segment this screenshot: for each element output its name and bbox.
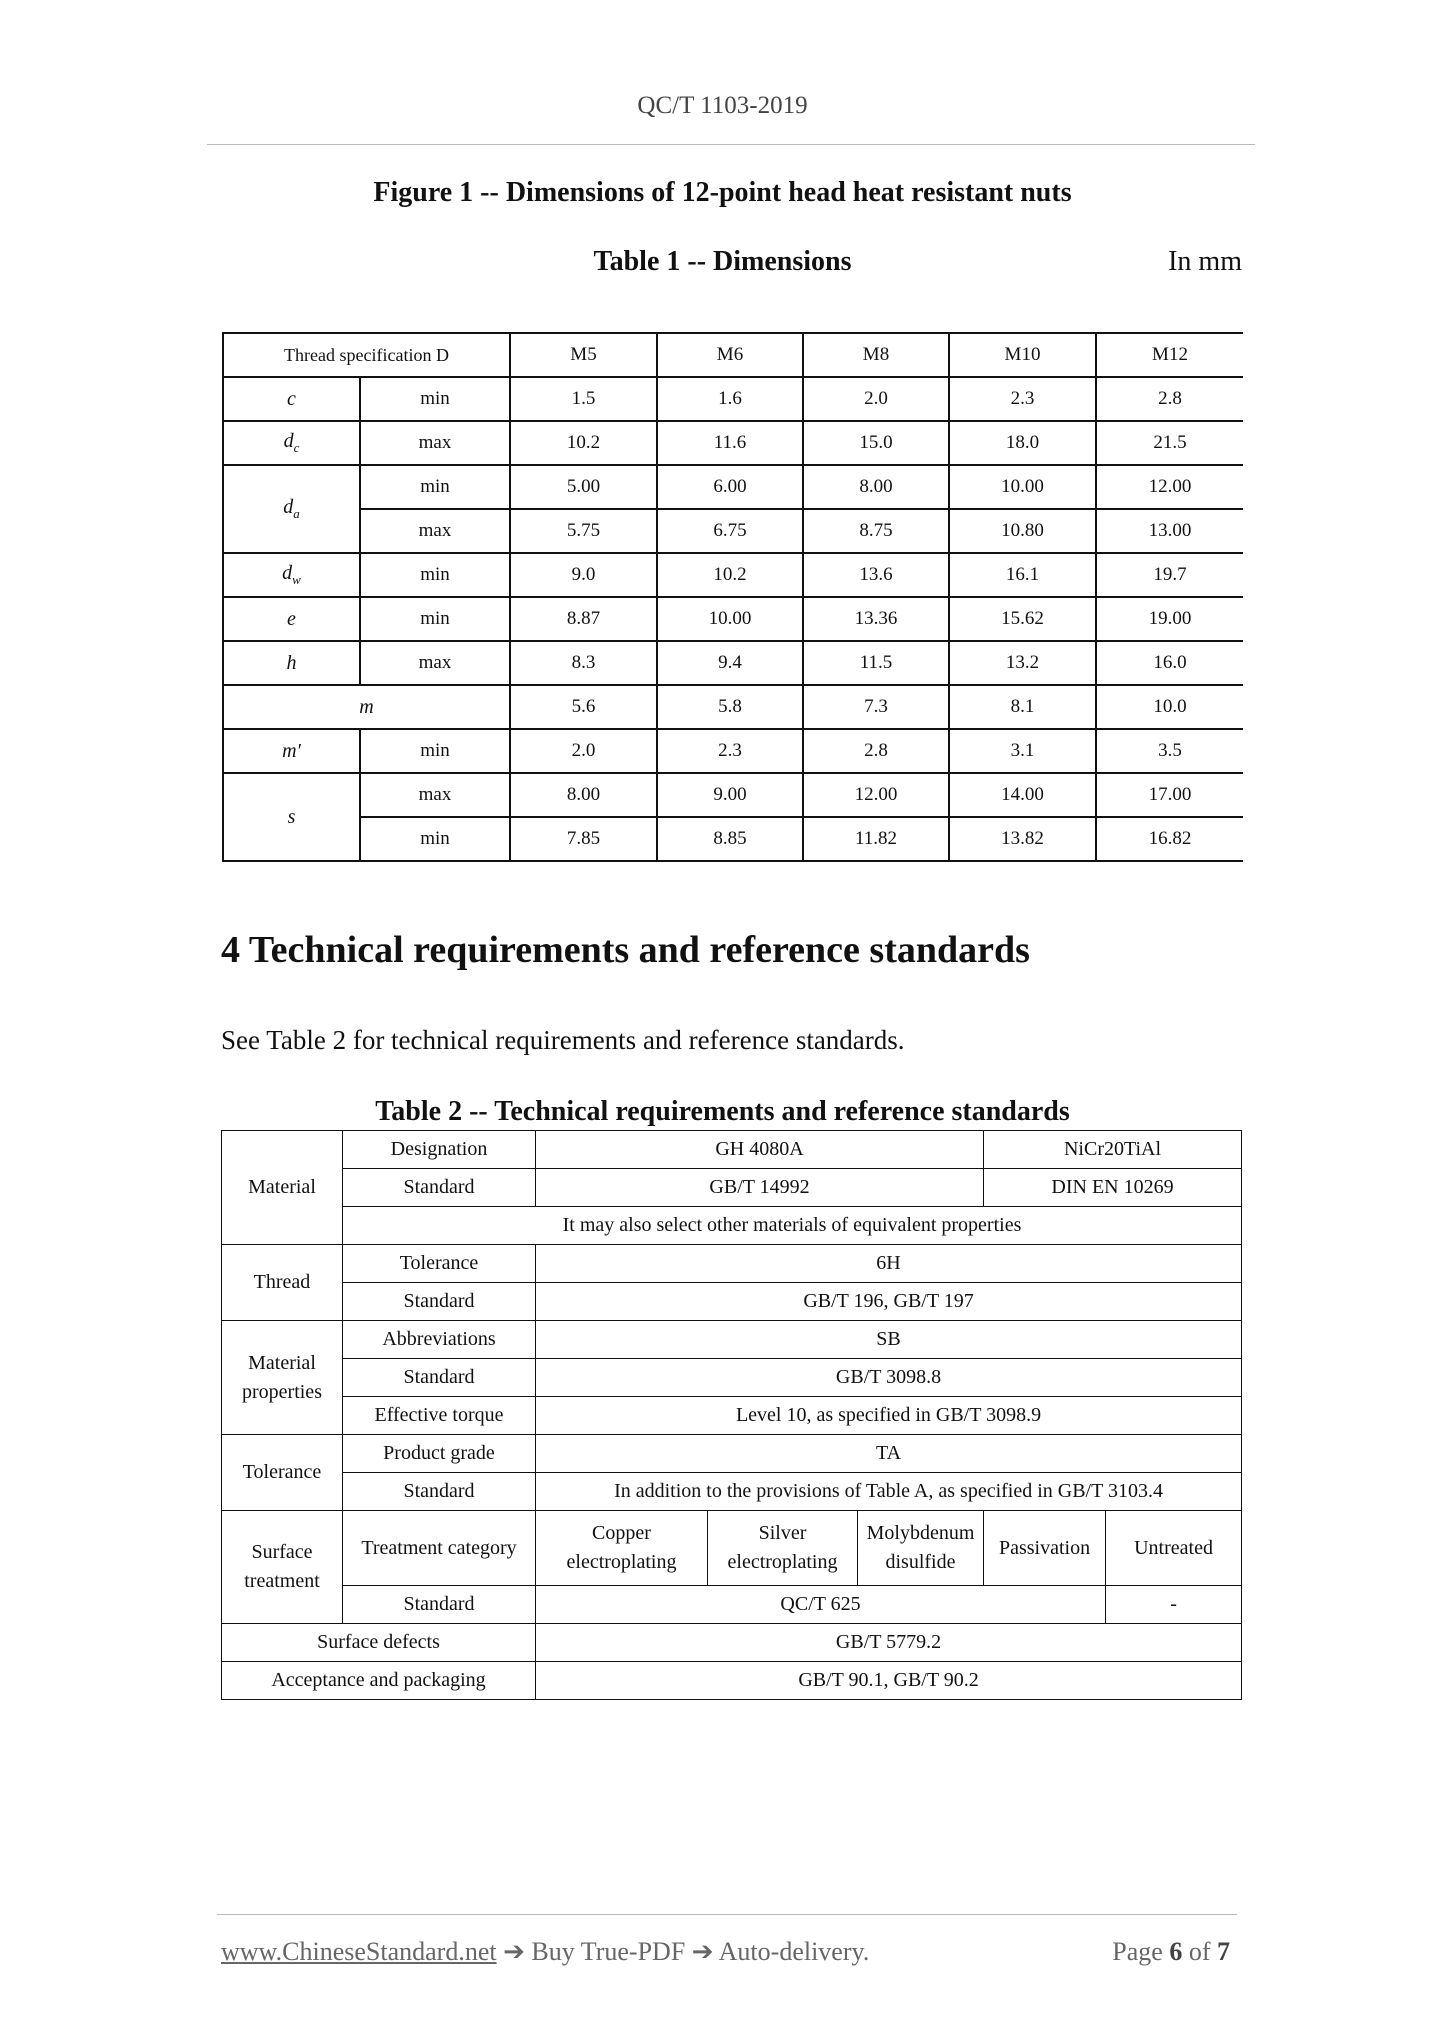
table-header-row <box>223 333 1243 377</box>
table-row <box>222 1511 1242 1586</box>
table1-unit: In mm <box>1168 246 1242 277</box>
dimension-value: 10.2 <box>510 421 657 465</box>
column-header: M12 <box>1096 333 1243 377</box>
table-row <box>223 773 1243 817</box>
treatment-category-passivation: Passivation <box>984 1511 1106 1586</box>
column-header: M10 <box>949 333 1096 377</box>
table-row <box>222 1435 1242 1473</box>
dimension-value: 6.75 <box>657 509 803 553</box>
thread-spec-header: Thread specification D <box>223 333 510 377</box>
dimension-value: 8.85 <box>657 817 803 861</box>
table2-caption: Table 2 -- Technical requirements and reference standards <box>375 1096 1070 1127</box>
dimension-value: 9.4 <box>657 641 803 685</box>
dimension-symbol: m′ <box>223 729 360 773</box>
column-header: M8 <box>803 333 949 377</box>
table-row <box>223 509 1243 553</box>
table-row <box>222 1131 1242 1169</box>
dimension-value: 16.0 <box>1096 641 1243 685</box>
table-row <box>222 1207 1242 1245</box>
table-row <box>223 421 1243 465</box>
properties-standard-value: GB/T 3098.8 <box>536 1359 1242 1397</box>
dimension-value: 5.75 <box>510 509 657 553</box>
treatment-category-label: Treatment category <box>343 1511 536 1586</box>
table-row <box>223 641 1243 685</box>
limit-label: max <box>360 421 510 465</box>
dimension-value: 11.6 <box>657 421 803 465</box>
limit-label: min <box>360 377 510 421</box>
column-header: M6 <box>657 333 803 377</box>
dimension-value: 15.62 <box>949 597 1096 641</box>
dimension-value: 19.00 <box>1096 597 1243 641</box>
dimension-value: 12.00 <box>803 773 949 817</box>
table-row <box>223 377 1243 421</box>
dimension-value: 21.5 <box>1096 421 1243 465</box>
table-row <box>222 1245 1242 1283</box>
product-grade-label: Product grade <box>343 1435 536 1473</box>
table-row <box>223 685 1243 729</box>
treatment-category-molybdenum: Molybdenum disulfide <box>858 1511 984 1586</box>
dimension-value: 12.00 <box>1096 465 1243 509</box>
dimension-value: 7.85 <box>510 817 657 861</box>
dimension-value: 8.87 <box>510 597 657 641</box>
column-header: M5 <box>510 333 657 377</box>
dimension-value: 13.6 <box>803 553 949 597</box>
dimension-value: 8.00 <box>510 773 657 817</box>
header-divider <box>207 144 1255 145</box>
figure-caption: Figure 1 -- Dimensions of 12-point head heat resistant nuts <box>373 177 1072 208</box>
surface-defects-value: GB/T 5779.2 <box>536 1624 1242 1662</box>
dimension-symbol: h <box>223 641 360 685</box>
thread-tolerance-label: Tolerance <box>343 1245 536 1283</box>
dimension-value: 5.8 <box>657 685 803 729</box>
dimension-value: 9.0 <box>510 553 657 597</box>
treatment-category-untreated: Untreated <box>1106 1511 1242 1586</box>
dimension-value: 11.82 <box>803 817 949 861</box>
row-label-thread: Thread <box>222 1245 343 1321</box>
dimension-value: 6.00 <box>657 465 803 509</box>
material-standard-label: Standard <box>343 1169 536 1207</box>
dimension-value: 16.82 <box>1096 817 1243 861</box>
dimension-value: 13.00 <box>1096 509 1243 553</box>
table-row <box>222 1169 1242 1207</box>
arrow-icon: ➔ <box>691 1937 714 1966</box>
dimension-symbol: $d_a$ <box>223 465 360 553</box>
dimension-symbol: $d_w$ <box>223 553 360 597</box>
acceptance-label: Acceptance and packaging <box>222 1662 536 1700</box>
table-row <box>222 1283 1242 1321</box>
effective-torque-value: Level 10, as specified in GB/T 3098.9 <box>536 1397 1242 1435</box>
dimension-value: 3.5 <box>1096 729 1243 773</box>
abbreviations-label: Abbreviations <box>343 1321 536 1359</box>
dimension-value: 2.8 <box>1096 377 1243 421</box>
dimension-symbol: s <box>223 773 360 861</box>
dimension-value: 14.00 <box>949 773 1096 817</box>
material-note: It may also select other materials of equivalent properties <box>343 1207 1242 1245</box>
row-label-material-properties: Material properties <box>222 1321 343 1435</box>
dimension-value: 19.7 <box>1096 553 1243 597</box>
table-row <box>223 817 1243 861</box>
treatment-category-copper: Copper electroplating <box>536 1511 708 1586</box>
material-standard-a: GB/T 14992 <box>536 1169 984 1207</box>
limit-label: max <box>360 773 510 817</box>
page-indicator <box>1112 1937 1230 1967</box>
thread-standard-value: GB/T 196, GB/T 197 <box>536 1283 1242 1321</box>
tolerance-standard-label: Standard <box>343 1473 536 1511</box>
dimension-value: 2.3 <box>949 377 1096 421</box>
abbreviations-value: SB <box>536 1321 1242 1359</box>
dimension-value: 5.6 <box>510 685 657 729</box>
dimension-value: 13.82 <box>949 817 1096 861</box>
surface-standard-value: QC/T 625 <box>536 1586 1106 1624</box>
table-row <box>223 597 1243 641</box>
table-row <box>222 1624 1242 1662</box>
dimension-symbol: e <box>223 597 360 641</box>
table-row <box>222 1321 1242 1359</box>
surface-defects-label: Surface defects <box>222 1624 536 1662</box>
dimension-value: 8.00 <box>803 465 949 509</box>
dimension-value: 13.36 <box>803 597 949 641</box>
dimension-value: 8.3 <box>510 641 657 685</box>
limit-label: min <box>360 729 510 773</box>
effective-torque-label: Effective torque <box>343 1397 536 1435</box>
row-label-surface-treatment: Surface treatment <box>222 1511 343 1624</box>
row-label-material: Material <box>222 1131 343 1245</box>
delivery-text: Auto-delivery. <box>713 1937 870 1966</box>
dimension-value: 5.00 <box>510 465 657 509</box>
dimension-value: 2.8 <box>803 729 949 773</box>
website-link[interactable]: www.ChineseStandard.net <box>221 1937 497 1966</box>
dimension-value: 2.0 <box>510 729 657 773</box>
material-standard-b: DIN EN 10269 <box>984 1169 1242 1207</box>
thread-tolerance-value: 6H <box>536 1245 1242 1283</box>
dimension-value: 8.75 <box>803 509 949 553</box>
row-label-tolerance: Tolerance <box>222 1435 343 1511</box>
dimension-value: 10.2 <box>657 553 803 597</box>
designation-value-a: GH 4080A <box>536 1131 984 1169</box>
dimension-value: 10.00 <box>949 465 1096 509</box>
tolerance-standard-value: In addition to the provisions of Table A, as specified in GB/T 3103.4 <box>536 1473 1242 1511</box>
arrow-icon: ➔ <box>503 1937 525 1966</box>
buy-text: Buy True-PDF <box>524 1937 692 1966</box>
dimension-symbol: m <box>223 685 510 729</box>
page-number: 6 <box>1169 1937 1183 1966</box>
dimension-value: 1.6 <box>657 377 803 421</box>
dimension-symbol: c <box>223 377 360 421</box>
limit-label: min <box>360 465 510 509</box>
table-row <box>223 553 1243 597</box>
dimension-value: 18.0 <box>949 421 1096 465</box>
dimension-value: 15.0 <box>803 421 949 465</box>
section-heading: 4 Technical requirements and reference standards <box>221 929 1030 971</box>
acceptance-value: GB/T 90.1, GB/T 90.2 <box>536 1662 1242 1700</box>
table-row <box>222 1397 1242 1435</box>
dimension-value: 3.1 <box>949 729 1096 773</box>
dimension-value: 1.5 <box>510 377 657 421</box>
dimension-value: 10.0 <box>1096 685 1243 729</box>
dimensions-table <box>222 332 1243 862</box>
document-header: QC/T 1103-2019 <box>637 92 808 119</box>
treatment-category-silver: Silver electroplating <box>708 1511 858 1586</box>
surface-standard-untreated: - <box>1106 1586 1242 1624</box>
dimension-value: 17.00 <box>1096 773 1243 817</box>
total-pages: 7 <box>1217 1937 1230 1966</box>
footer-divider <box>217 1914 1237 1915</box>
thread-standard-label: Standard <box>343 1283 536 1321</box>
dimension-value: 7.3 <box>803 685 949 729</box>
limit-label: min <box>360 817 510 861</box>
footer-promo <box>221 1937 869 1967</box>
dimension-value: 13.2 <box>949 641 1096 685</box>
surface-standard-label: Standard <box>343 1586 536 1624</box>
dimension-value: 9.00 <box>657 773 803 817</box>
dimension-value: 10.00 <box>657 597 803 641</box>
table-row <box>222 1586 1242 1624</box>
table-row <box>223 729 1243 773</box>
properties-standard-label: Standard <box>343 1359 536 1397</box>
table1-caption: Table 1 -- Dimensions <box>593 246 852 277</box>
dimension-value: 2.0 <box>803 377 949 421</box>
dimension-value: 10.80 <box>949 509 1096 553</box>
limit-label: max <box>360 641 510 685</box>
dimension-symbol: $d_c$ <box>223 421 360 465</box>
designation-value-b: NiCr20TiAl <box>984 1131 1242 1169</box>
table-row <box>222 1359 1242 1397</box>
dimension-value: 16.1 <box>949 553 1096 597</box>
table-row <box>222 1662 1242 1700</box>
limit-label: min <box>360 553 510 597</box>
technical-requirements-table <box>221 1130 1242 1700</box>
limit-label: max <box>360 509 510 553</box>
designation-label: Designation <box>343 1131 536 1169</box>
table-row <box>223 465 1243 509</box>
section-body-text: See Table 2 for technical requirements and reference standards. <box>221 1025 905 1055</box>
dimension-value: 11.5 <box>803 641 949 685</box>
product-grade-value: TA <box>536 1435 1242 1473</box>
page-label: Page <box>1112 1937 1163 1966</box>
limit-label: min <box>360 597 510 641</box>
dimension-value: 2.3 <box>657 729 803 773</box>
of-label: of <box>1188 1937 1211 1966</box>
table-row <box>222 1473 1242 1511</box>
dimension-value: 8.1 <box>949 685 1096 729</box>
